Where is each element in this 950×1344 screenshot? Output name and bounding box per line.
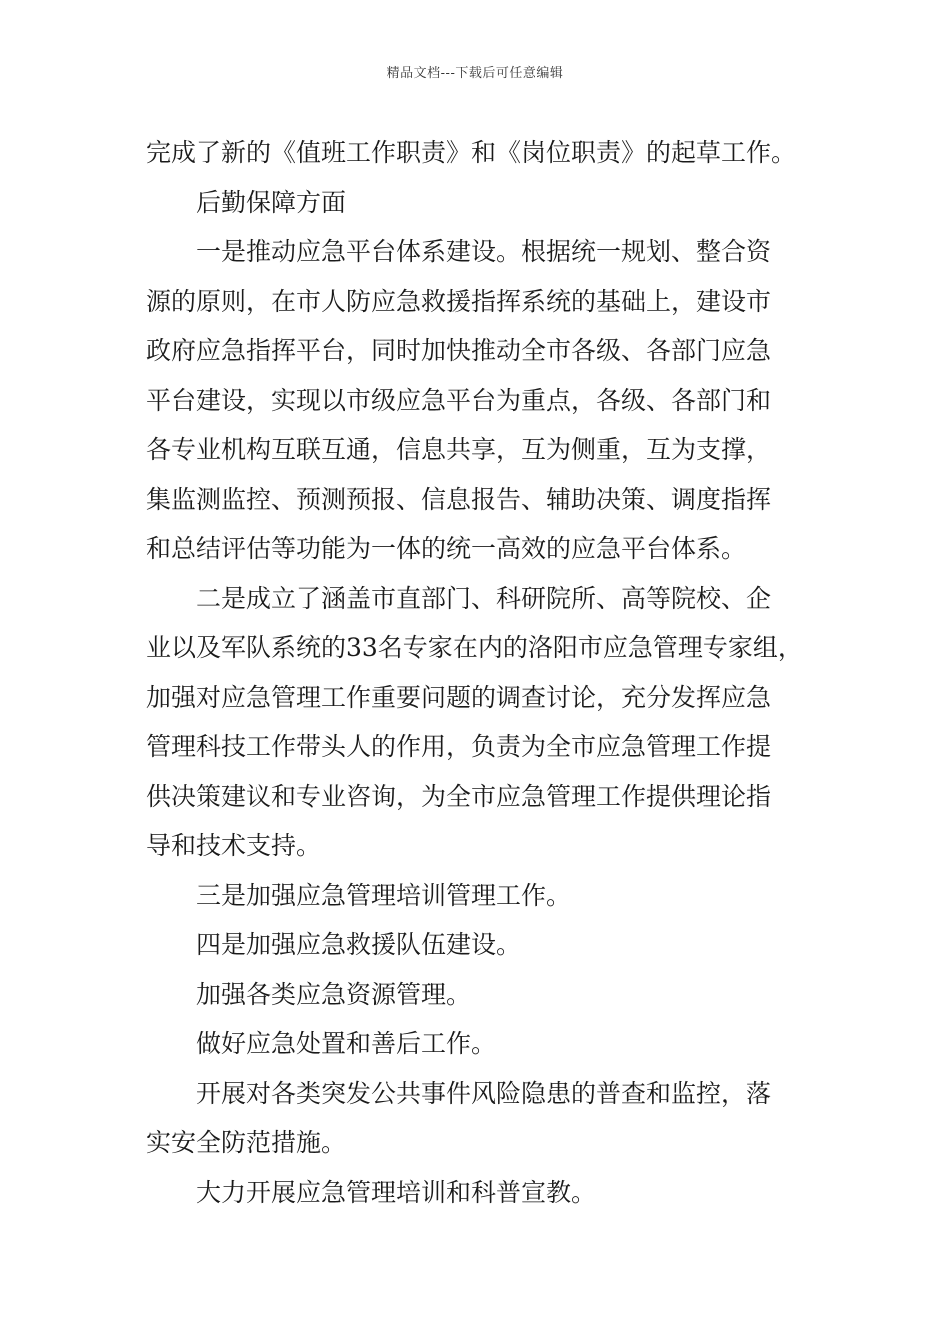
body-line: 实安全防范措施。 [146, 1128, 347, 1157]
body-line: 做好应急处置和善后工作。 [196, 1029, 497, 1058]
body-line: 开展对各类突发公共事件风险隐患的普查和监控，落 [196, 1078, 772, 1108]
body-line: 四是加强应急救援队伍建设。 [196, 930, 522, 959]
body-line: 一是推动应急平台体系建设。根据统一规划、整合资 [196, 237, 772, 266]
body-line: 大力开展应急管理培训和科普宣教。 [196, 1177, 597, 1207]
body-line: 导和技术支持。 [146, 831, 322, 860]
page-header: 精品文档---下载后可任意编辑 [386, 66, 564, 81]
body-line: 二是成立了涵盖市直部门、科研院所、高等院校、企 [196, 583, 772, 613]
body-line: 集监测监控、预测预报、信息报告、辅助决策、调度指挥 [146, 484, 772, 514]
body-line: 供决策建议和专业咨询，为全市应急管理工作提供理论指 [146, 781, 772, 811]
document-body [146, 128, 816, 1217]
body-line: 政府应急指挥平台，同时加快推动全市各级、各部门应急 [146, 336, 772, 365]
body-line: 源的原则，在市人防应急救援指挥系统的基础上，建设市 [146, 286, 772, 316]
body-line: 业以及军队系统的33名专家在内的洛阳市应急管理专家组， [146, 633, 803, 662]
body-line: 各专业机构互联互通，信息共享，互为侧重，互为支撑， [146, 435, 772, 464]
body-line: 平台建设，实现以市级应急平台为重点，各级、各部门和 [146, 385, 772, 415]
body-line: 完成了新的《值班工作职责》和《岗位职责》的起草工作。 [146, 138, 797, 167]
body-line: 管理科技工作带头人的作用，负责为全市应急管理工作提 [146, 732, 772, 761]
body-line: 加强各类应急资源管理。 [196, 979, 472, 1009]
body-line: 和总结评估等功能为一体的统一高效的应急平台体系。 [146, 534, 747, 563]
section-heading: 后勤保障方面 [196, 187, 347, 217]
body-line: 三是加强应急管理培训管理工作。 [196, 880, 572, 910]
body-line: 加强对应急管理工作重要问题的调查讨论，充分发挥应急 [146, 682, 772, 712]
